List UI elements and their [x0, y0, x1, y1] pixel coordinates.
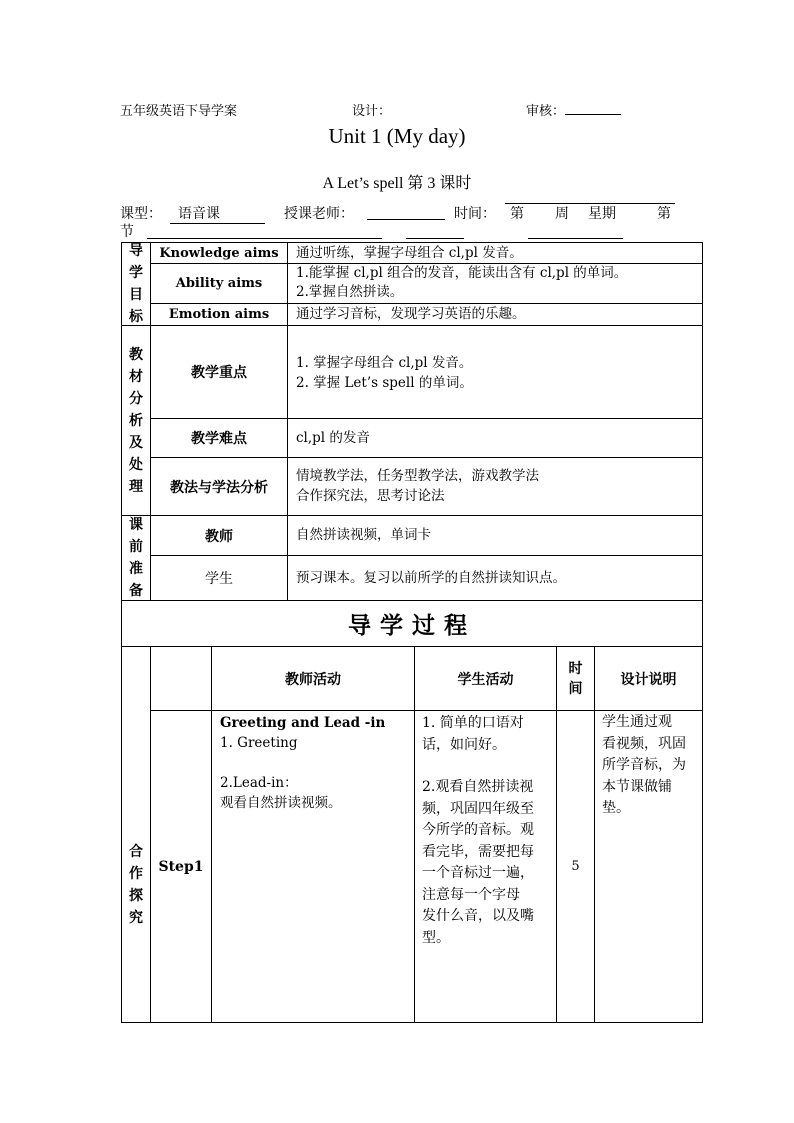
step-teacher-activity	[211, 710, 415, 1023]
prep-teacher-text: 自然拼读视频，单词卡	[287, 515, 703, 556]
step-student-line: 注意每一个字母	[422, 886, 520, 903]
step-teacher-title: Greeting and Lead -in	[220, 715, 386, 731]
blank-2[interactable]	[406, 238, 464, 239]
step-student-line	[422, 756, 556, 777]
teacher-blank[interactable]	[367, 219, 445, 220]
lesson-type-field[interactable]	[170, 203, 265, 224]
aims-char: 学	[129, 265, 143, 281]
step-student-line: 今所学的音标。观	[422, 822, 534, 838]
method-line: 合作探究法，思考讨论法	[296, 488, 445, 504]
time-field[interactable]	[505, 203, 675, 222]
review-blank[interactable]	[565, 102, 621, 115]
step-teacher-line	[220, 753, 414, 773]
process-section-label	[121, 646, 151, 1023]
step-student-activity	[414, 710, 557, 1023]
step-student-line: 话，如问好。	[422, 736, 506, 753]
teacher-label: 授课老师：	[284, 206, 354, 222]
prep-char: 准	[129, 561, 143, 577]
ability-aims-line: 1.能掌握 cl,pl 组合的发音，能读出含有 cl,pl 的单词。	[296, 265, 628, 281]
page-title: Unit 1 (My day)	[328, 124, 466, 148]
analysis-char: 材	[129, 368, 143, 385]
grade-label: 五年级英语下导学案	[120, 104, 238, 119]
step-student-line: 发什么音，以及嘴	[422, 908, 534, 924]
analysis-char: 及	[129, 434, 143, 451]
aims-char: 目	[129, 287, 143, 303]
step-header-cell	[150, 646, 212, 711]
week-label: 第	[510, 206, 524, 222]
teacher-activity-header: 教师活动	[211, 646, 415, 711]
time-header-char: 间	[568, 680, 583, 697]
process-char: 作	[129, 865, 143, 882]
prep-char: 备	[129, 583, 143, 599]
difficulty-text: cl,pl 的发音	[287, 418, 703, 458]
process-char: 探	[129, 887, 143, 904]
student-activity-header: 学生活动	[414, 646, 557, 711]
review-label-text: 审核：	[526, 104, 566, 119]
step-design-line: 所学音标，为	[602, 757, 686, 773]
analysis-char: 析	[129, 412, 143, 429]
prep-teacher-label: 教师	[150, 515, 288, 556]
process-char: 合	[129, 843, 143, 860]
review-label	[526, 100, 621, 119]
analysis-char: 分	[129, 390, 143, 407]
prep-section-label	[121, 515, 151, 601]
step-student-line: 频，巩固四年级至	[422, 800, 534, 817]
design-note-header: 设计说明	[594, 646, 703, 711]
step-student-line: 看完毕，需要把每	[422, 843, 534, 860]
method-line: 情境教学法，任务型教学法，游戏教学法	[296, 468, 539, 484]
info-line	[120, 200, 705, 242]
step-student-line: 型。	[422, 929, 450, 946]
method-text	[287, 457, 703, 516]
step-label: Step1	[150, 710, 212, 1023]
step-design-line: 看视频，巩固	[602, 735, 686, 752]
lesson-subtitle: A Let’s spell 第 3 课时	[322, 175, 472, 192]
step-design-line: 学生通过观	[602, 714, 672, 730]
ability-aims-label: Ability aims	[150, 263, 288, 304]
prep-student-label: 学生	[150, 555, 288, 601]
analysis-char: 处	[129, 456, 143, 473]
aims-section-label	[121, 242, 151, 326]
prep-char: 前	[129, 539, 143, 555]
process-char: 究	[129, 909, 143, 926]
method-label: 教法与学法分析	[150, 457, 288, 516]
step-time: 5	[556, 710, 595, 1023]
step-teacher-line: 观看自然拼读视频。	[220, 795, 342, 811]
step-teacher-line: 2.Lead-in：	[220, 775, 298, 791]
blank-1[interactable]	[147, 238, 382, 239]
prep-char: 课	[129, 517, 143, 533]
analysis-char: 教	[129, 346, 143, 363]
analysis-section-label	[121, 325, 151, 516]
design-label: 设计：	[352, 104, 392, 119]
ability-aims-line: 2.掌握自然拼读。	[296, 284, 404, 300]
blank-3[interactable]	[528, 238, 623, 239]
lesson-type-value: 语音课	[178, 206, 220, 222]
weekday-label: 星期	[588, 206, 616, 222]
process-title: 导学过程	[121, 600, 703, 647]
aims-char: 标	[129, 309, 143, 325]
ability-aims-text	[287, 263, 703, 304]
step-student-line: 2.观看自然拼读视	[422, 779, 534, 795]
analysis-char: 理	[129, 478, 143, 495]
time-label: 时间：	[454, 206, 496, 222]
step-design-line: 本节课做铺	[602, 778, 672, 795]
key-points-text	[287, 325, 703, 419]
difficulty-label: 教学难点	[150, 418, 288, 458]
key-points-label: 教学重点	[150, 325, 288, 419]
emotion-aims-label: Emotion aims	[150, 303, 288, 326]
time-header	[556, 646, 595, 711]
step-teacher-line: 1. Greeting	[220, 735, 298, 751]
emotion-aims-text: 通过学习音标，发现学习英语的乐趣。	[287, 303, 703, 326]
lesson-type-label: 课型：	[120, 206, 162, 222]
prep-student-text: 预习课本。复习以前所学的自然拼读知识点。	[287, 555, 703, 601]
step-student-line: 一个音标过一遍，	[422, 865, 534, 881]
step-design-note	[594, 710, 703, 1023]
step-student-line: 1. 简单的口语对	[422, 715, 524, 731]
key-point-line: 2. 掌握 Let’s spell 的单词。	[296, 375, 473, 391]
time-header-char: 时	[568, 660, 583, 677]
period-label: 第	[657, 206, 671, 222]
step-design-line: 垫。	[602, 800, 630, 816]
knowledge-aims-text: 通过听练，掌握字母组合 cl,pl 发音。	[287, 242, 703, 264]
knowledge-aims-label: Knowledge aims	[150, 242, 288, 264]
aims-char: 导	[129, 243, 143, 259]
key-point-line: 1. 掌握字母组合 cl,pl 发音。	[296, 355, 473, 371]
week-unit: 周	[555, 206, 569, 222]
period-unit: 节	[120, 224, 134, 240]
